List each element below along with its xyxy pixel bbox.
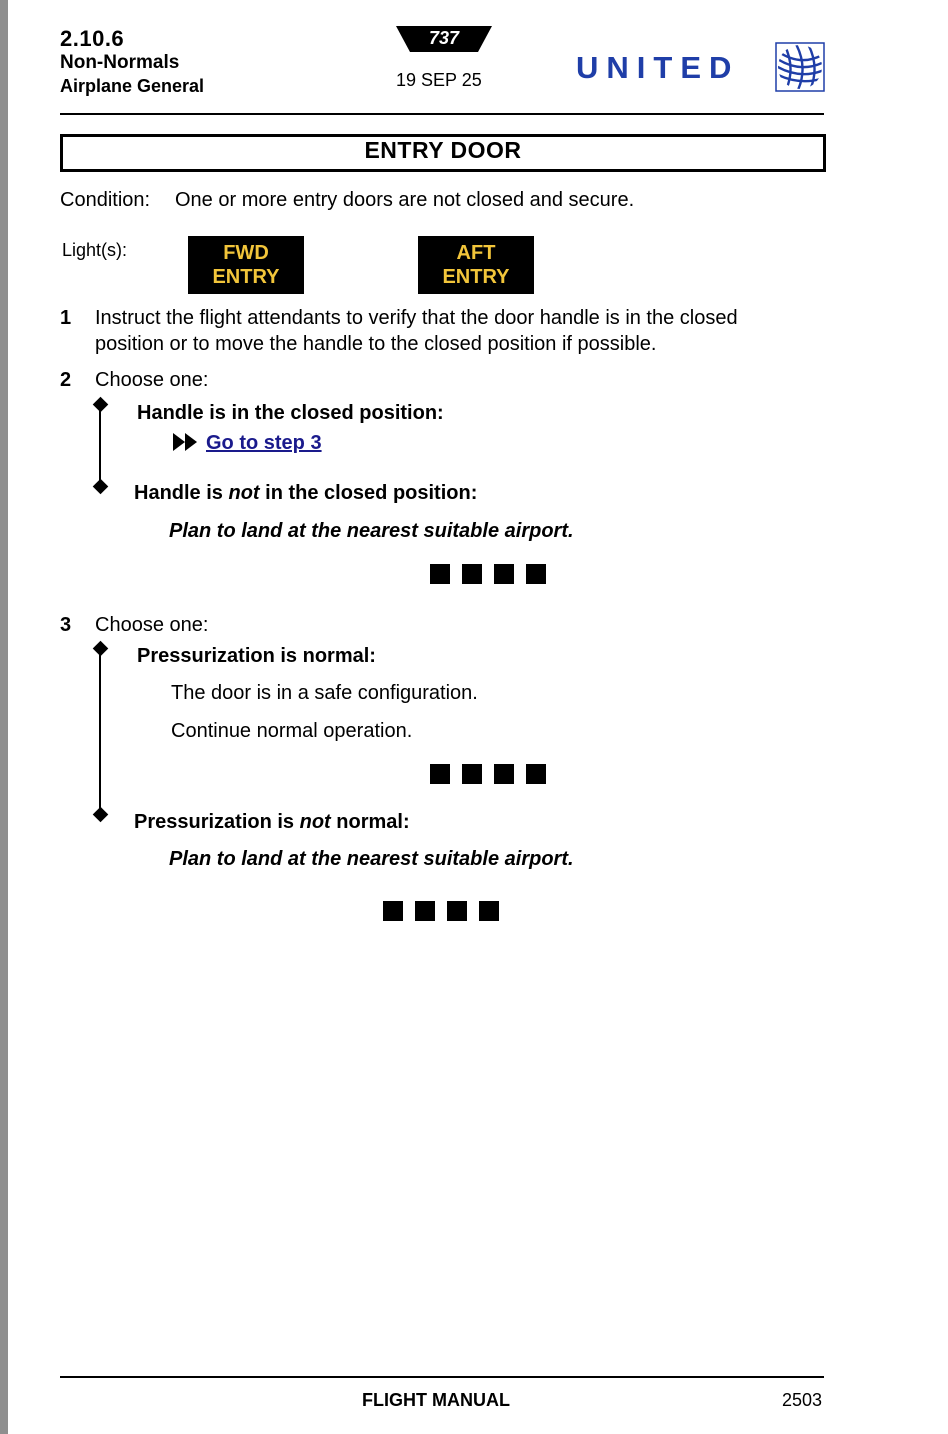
option-action: Plan to land at the nearest suitable airport. bbox=[169, 520, 574, 542]
option-heading-post: normal: bbox=[330, 811, 410, 833]
option-heading bbox=[134, 482, 477, 505]
diamond-bullet-icon bbox=[93, 807, 109, 823]
step-3-text: Choose one: bbox=[95, 614, 209, 636]
header-rule bbox=[60, 113, 824, 115]
aircraft-badge: 737 bbox=[428, 28, 460, 48]
step-number: 2 bbox=[60, 369, 72, 391]
step-2-text: Choose one: bbox=[95, 369, 209, 391]
section-number: 2.10.6 bbox=[60, 26, 125, 51]
united-globe-icon bbox=[774, 42, 826, 92]
procedure-title: ENTRY DOOR bbox=[364, 137, 522, 163]
option-heading-emphasis: not bbox=[228, 482, 260, 504]
page-number: 2503 bbox=[782, 1390, 823, 1410]
step-1-line-1: Instruct the flight attendants to verify that the door handle is in the closed bbox=[95, 307, 738, 329]
end-of-branch-marker bbox=[430, 764, 546, 784]
option-action: Plan to land at the nearest suitable airport. bbox=[169, 848, 574, 870]
diamond-bullet-icon bbox=[93, 641, 109, 657]
option-heading-pre: Handle is bbox=[134, 482, 229, 504]
condition-label: Condition: bbox=[60, 189, 151, 211]
page-edge-bar bbox=[0, 0, 8, 1434]
footer-title: FLIGHT MANUAL bbox=[362, 1390, 510, 1410]
footer-rule bbox=[60, 1376, 824, 1378]
subchapter-title: Airplane General bbox=[60, 76, 205, 96]
fwd-entry-light bbox=[188, 236, 304, 294]
diamond-bullet-icon bbox=[93, 479, 109, 495]
option-heading: Handle is in the closed position: bbox=[137, 402, 444, 424]
end-of-checklist-marker bbox=[383, 901, 499, 921]
light-line: ENTRY bbox=[442, 266, 510, 288]
diamond-bullet-icon bbox=[93, 397, 109, 413]
go-to-arrow-icon bbox=[173, 433, 199, 451]
lights-label: Light(s): bbox=[62, 240, 128, 260]
step-1-line-2: position or to move the handle to the closed position if possible. bbox=[95, 333, 657, 355]
option-heading: Pressurization is normal: bbox=[137, 645, 376, 667]
step-number: 1 bbox=[60, 307, 72, 329]
go-to-step-3-link[interactable]: Go to step 3 bbox=[206, 432, 322, 454]
option-heading bbox=[134, 811, 410, 834]
option-heading-pre: Pressurization is bbox=[134, 811, 300, 833]
revision-date: 19 SEP 25 bbox=[396, 70, 482, 90]
chapter-title: Non-Normals bbox=[60, 52, 180, 73]
option-heading-post: in the closed position: bbox=[259, 482, 478, 504]
choice-connector-line bbox=[99, 406, 101, 486]
airline-logo-text: UNITED bbox=[576, 50, 740, 85]
option-line: Continue normal operation. bbox=[171, 720, 413, 742]
option-heading-emphasis: not bbox=[299, 811, 331, 833]
choice-connector-line bbox=[99, 650, 101, 814]
light-line: ENTRY bbox=[212, 266, 280, 288]
aft-entry-light bbox=[418, 236, 534, 294]
option-line: The door is in a safe configuration. bbox=[171, 682, 478, 704]
light-line: AFT bbox=[456, 242, 496, 264]
end-of-branch-marker bbox=[430, 564, 546, 584]
step-number: 3 bbox=[60, 614, 72, 636]
light-line: FWD bbox=[223, 242, 269, 264]
condition-text: One or more entry doors are not closed and secure. bbox=[175, 189, 635, 211]
